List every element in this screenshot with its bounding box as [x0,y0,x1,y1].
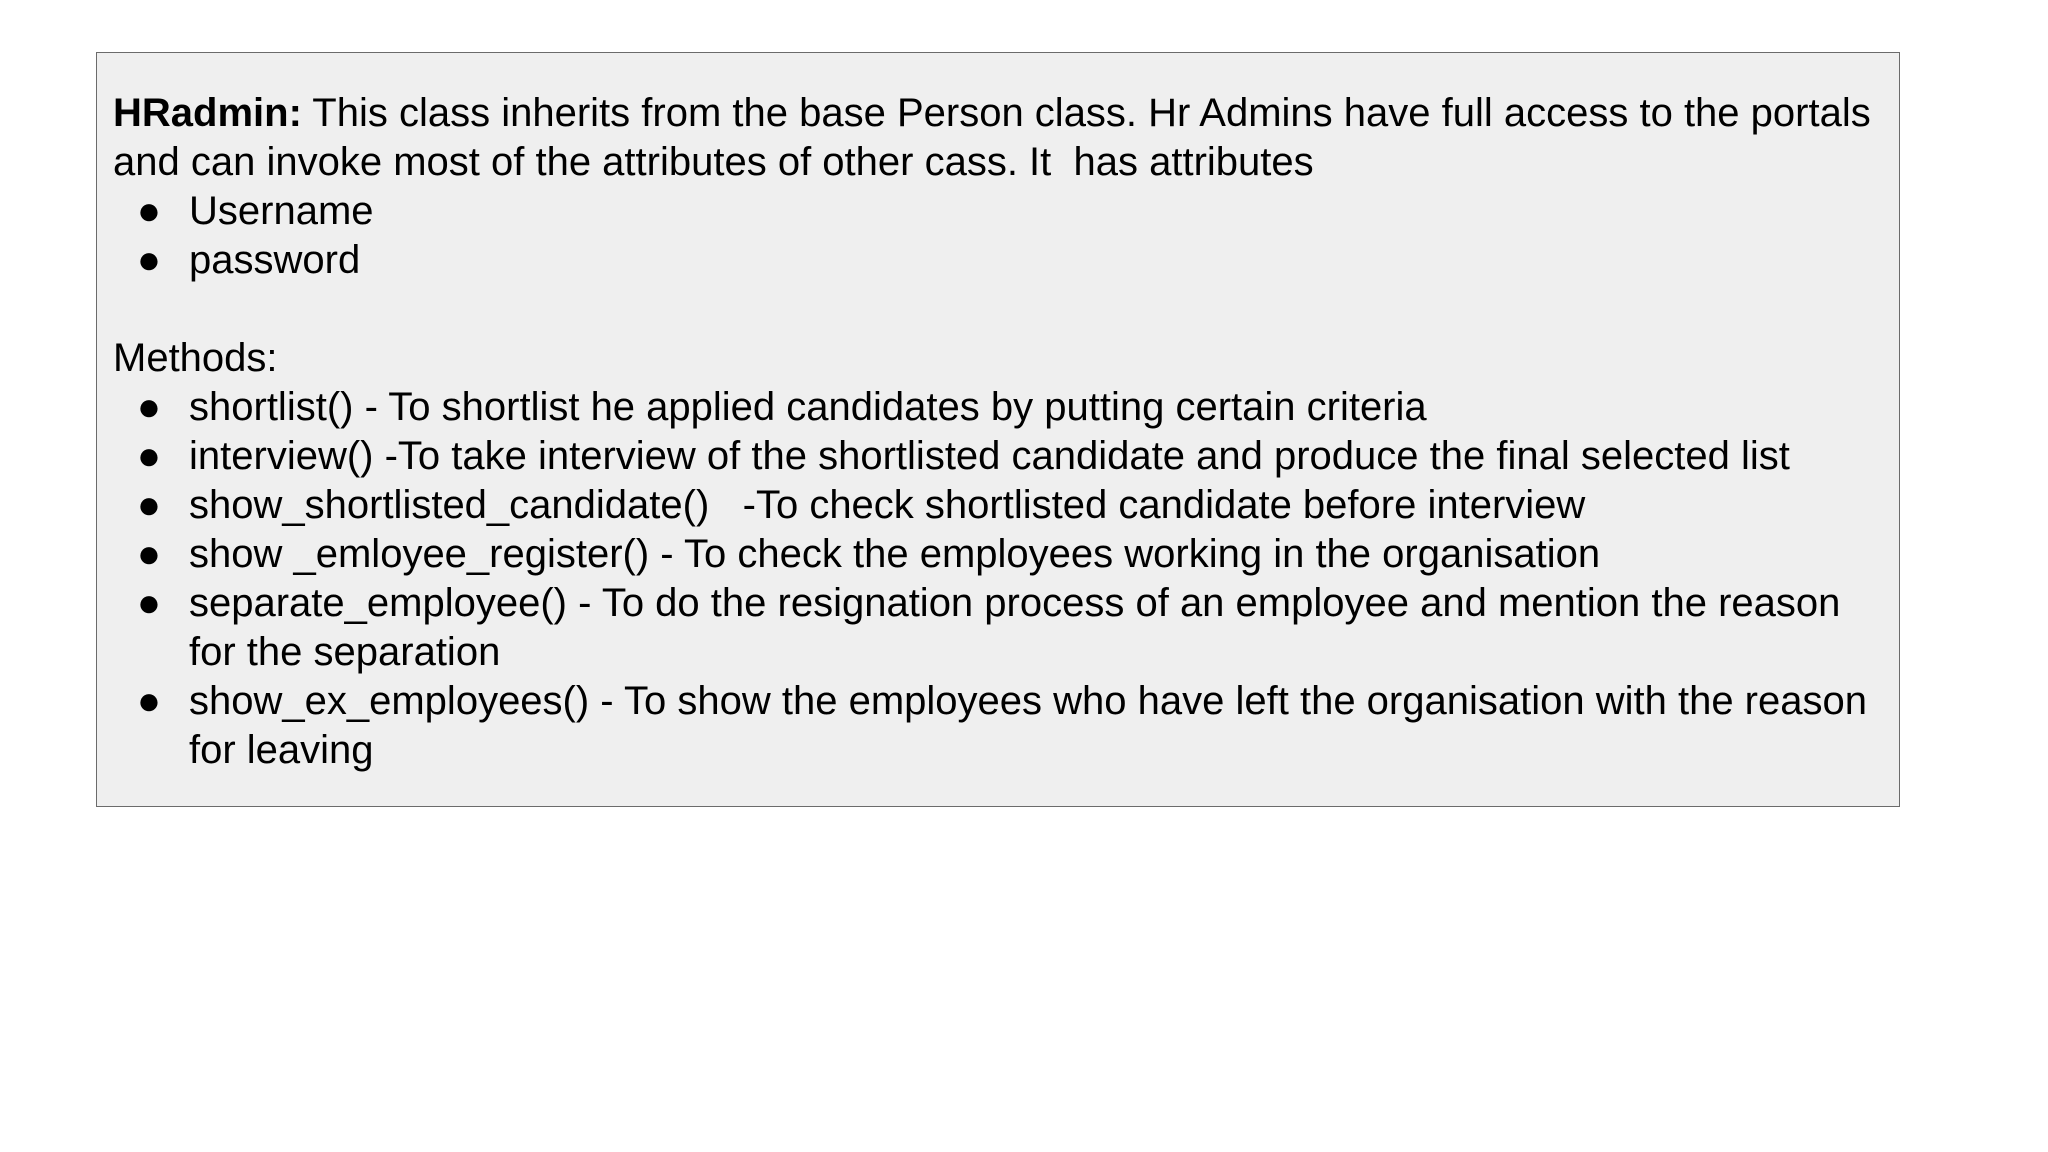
bullet-icon: ● [136,581,162,625]
list-item [113,187,1883,236]
method-description: show_ex_employees() - To show the employees who have left the organisation with the reason for leaving [189,679,1879,772]
bullet-icon: ● [136,532,162,576]
method-list [113,383,1883,775]
bullet-icon: ● [136,434,162,478]
intro-paragraph [113,89,1883,187]
bullet-icon: ● [136,679,162,723]
spacer [113,285,1883,334]
list-item [113,677,1883,775]
list-item [113,432,1883,481]
list-item [113,530,1883,579]
bullet-icon: ● [136,483,162,527]
attribute-label: password [189,238,361,282]
method-description: show _emloyee_register() - To check the employees working in the organisation [189,532,1601,576]
class-description: This class inherits from the base Person class. Hr Admins have full access to the portals and can invoke most of the attributes of other cass. It has attributes [113,91,1882,184]
method-description: show_shortlisted_candidate() -To check shortlisted candidate before interview [189,483,1586,527]
list-item [113,236,1883,285]
class-name: HRadmin: [113,91,302,135]
attribute-list [113,187,1883,285]
method-description: shortlist() - To shortlist he applied candidates by putting certain criteria [189,385,1427,429]
bullet-icon: ● [136,385,162,429]
methods-heading: Methods: [113,336,278,380]
list-item [113,481,1883,530]
list-item [113,579,1883,677]
method-description: separate_employee() - To do the resignation process of an employee and mention the reason for the separation [189,581,1852,674]
attribute-label: Username [189,189,374,233]
list-item [113,383,1883,432]
hradmin-description-box [96,52,1900,807]
bullet-icon: ● [136,189,162,233]
bullet-icon: ● [136,238,162,282]
method-description: interview() -To take interview of the shortlisted candidate and produce the final selected list [189,434,1790,478]
